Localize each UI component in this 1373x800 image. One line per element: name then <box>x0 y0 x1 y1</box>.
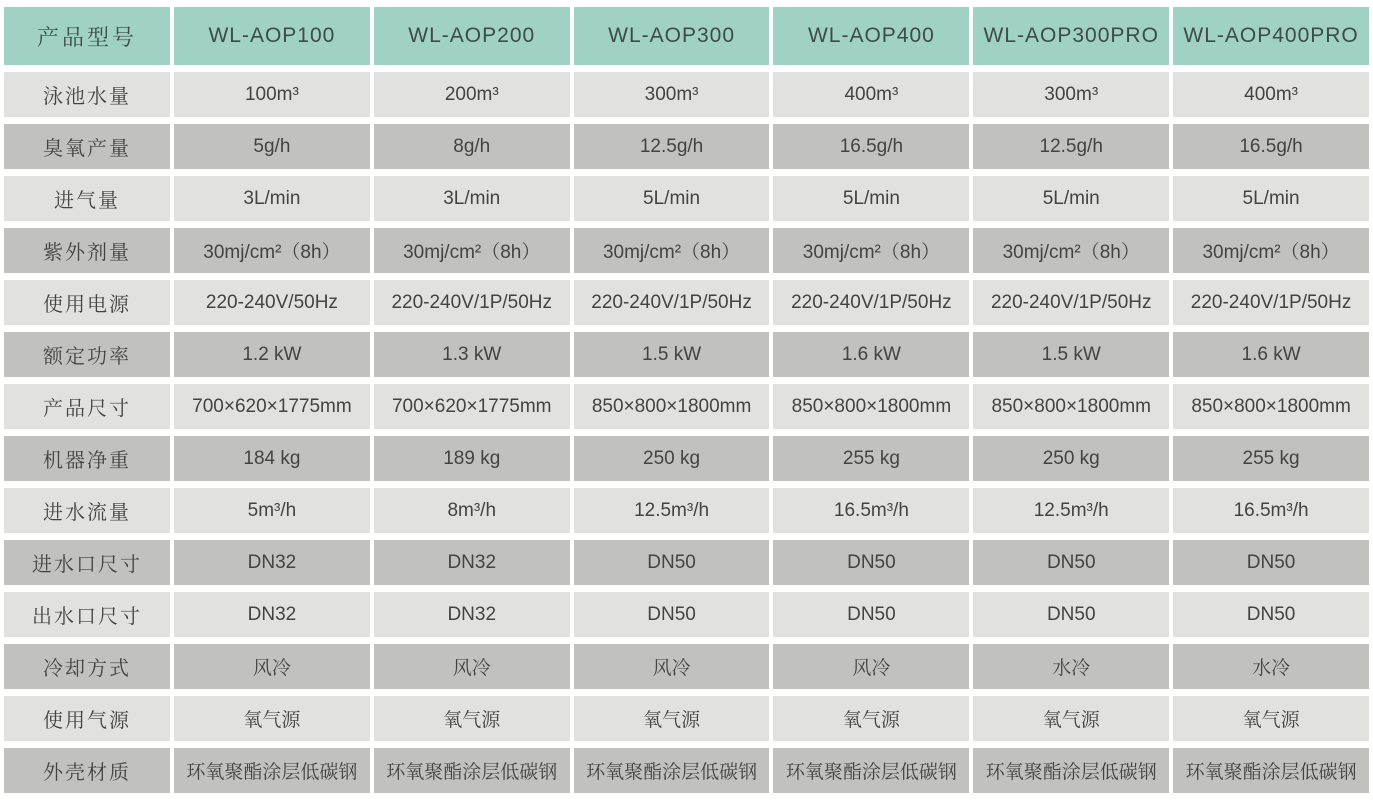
table-row <box>4 488 1369 533</box>
table-cell: 850×800×1800mm <box>574 384 770 429</box>
row-label: 进水流量 <box>4 488 170 533</box>
table-cell: 250 kg <box>574 436 770 481</box>
table-cell: 16.5m³/h <box>1173 488 1369 533</box>
table-row <box>4 176 1369 221</box>
column-header-model: WL-AOP400 <box>773 7 969 65</box>
column-header-model: WL-AOP400PRO <box>1173 7 1369 65</box>
table-cell: 5L/min <box>1173 176 1369 221</box>
table-row <box>4 280 1369 325</box>
table-cell: 环氧聚酯涂层低碳钢 <box>174 748 370 793</box>
table-cell: 255 kg <box>773 436 969 481</box>
table-cell: 8m³/h <box>374 488 570 533</box>
table-row <box>4 592 1369 637</box>
table-cell: 风冷 <box>374 644 570 689</box>
table-cell: 氧气源 <box>374 696 570 741</box>
table-cell: 220-240V/1P/50Hz <box>1173 280 1369 325</box>
table-cell: 12.5m³/h <box>574 488 770 533</box>
table-row <box>4 72 1369 117</box>
row-label: 进气量 <box>4 176 170 221</box>
table-cell: 30mj/cm²（8h） <box>174 228 370 273</box>
row-label: 额定功率 <box>4 332 170 377</box>
table-cell: 220-240V/50Hz <box>174 280 370 325</box>
table-cell: 1.2 kW <box>174 332 370 377</box>
table-cell: 250 kg <box>973 436 1169 481</box>
table-cell: 300m³ <box>574 72 770 117</box>
row-label: 使用气源 <box>4 696 170 741</box>
table-cell: 5m³/h <box>174 488 370 533</box>
table-row <box>4 644 1369 689</box>
table-cell: DN50 <box>1173 592 1369 637</box>
row-label: 紫外剂量 <box>4 228 170 273</box>
table-cell: DN50 <box>973 592 1169 637</box>
table-cell: 850×800×1800mm <box>773 384 969 429</box>
table-cell: 氧气源 <box>574 696 770 741</box>
table-cell: 12.5m³/h <box>973 488 1169 533</box>
table-cell: 风冷 <box>773 644 969 689</box>
table-cell: 30mj/cm²（8h） <box>1173 228 1369 273</box>
table-cell: DN50 <box>574 592 770 637</box>
table-cell: 200m³ <box>374 72 570 117</box>
table-cell: 1.6 kW <box>773 332 969 377</box>
spec-table-header <box>4 7 1369 65</box>
table-cell: DN32 <box>374 540 570 585</box>
column-header-model: WL-AOP100 <box>174 7 370 65</box>
table-cell: 水冷 <box>973 644 1169 689</box>
table-cell: 环氧聚酯涂层低碳钢 <box>973 748 1169 793</box>
table-cell: 1.5 kW <box>574 332 770 377</box>
table-cell: 5g/h <box>174 124 370 169</box>
table-cell: 255 kg <box>1173 436 1369 481</box>
table-cell: 氧气源 <box>174 696 370 741</box>
table-cell: 1.5 kW <box>973 332 1169 377</box>
table-cell: 1.3 kW <box>374 332 570 377</box>
row-label: 外壳材质 <box>4 748 170 793</box>
row-label: 泳池水量 <box>4 72 170 117</box>
table-cell: 850×800×1800mm <box>973 384 1169 429</box>
row-label: 臭氧产量 <box>4 124 170 169</box>
table-cell: 环氧聚酯涂层低碳钢 <box>374 748 570 793</box>
table-cell: 5L/min <box>574 176 770 221</box>
table-cell: 5L/min <box>773 176 969 221</box>
table-row <box>4 332 1369 377</box>
table-cell: 16.5m³/h <box>773 488 969 533</box>
table-cell: 100m³ <box>174 72 370 117</box>
table-cell: 5L/min <box>973 176 1169 221</box>
table-cell: 220-240V/1P/50Hz <box>374 280 570 325</box>
table-cell: 12.5g/h <box>973 124 1169 169</box>
table-cell: 环氧聚酯涂层低碳钢 <box>1173 748 1369 793</box>
table-row <box>4 228 1369 273</box>
table-cell: 8g/h <box>374 124 570 169</box>
table-cell: 16.5g/h <box>1173 124 1369 169</box>
table-cell: DN50 <box>973 540 1169 585</box>
row-label: 机器净重 <box>4 436 170 481</box>
table-cell: 3L/min <box>174 176 370 221</box>
table-cell: 16.5g/h <box>773 124 969 169</box>
table-row <box>4 436 1369 481</box>
table-cell: 220-240V/1P/50Hz <box>773 280 969 325</box>
row-label: 使用电源 <box>4 280 170 325</box>
table-cell: 220-240V/1P/50Hz <box>973 280 1169 325</box>
column-header-model: WL-AOP300 <box>574 7 770 65</box>
table-cell: 400m³ <box>773 72 969 117</box>
table-cell: 400m³ <box>1173 72 1369 117</box>
table-cell: 氧气源 <box>1173 696 1369 741</box>
row-label: 进水口尺寸 <box>4 540 170 585</box>
table-cell: 700×620×1775mm <box>374 384 570 429</box>
table-cell: 30mj/cm²（8h） <box>574 228 770 273</box>
table-cell: 300m³ <box>973 72 1169 117</box>
column-header-model: WL-AOP300PRO <box>973 7 1169 65</box>
table-corner-label: 产品型号 <box>4 7 170 65</box>
table-cell: 风冷 <box>174 644 370 689</box>
table-cell: 30mj/cm²（8h） <box>973 228 1169 273</box>
table-cell: 氧气源 <box>773 696 969 741</box>
table-cell: 3L/min <box>374 176 570 221</box>
table-cell: 水冷 <box>1173 644 1369 689</box>
table-cell: 220-240V/1P/50Hz <box>574 280 770 325</box>
table-cell: DN50 <box>1173 540 1369 585</box>
table-cell: DN32 <box>374 592 570 637</box>
table-cell: 700×620×1775mm <box>174 384 370 429</box>
table-cell: 184 kg <box>174 436 370 481</box>
table-cell: 30mj/cm²（8h） <box>773 228 969 273</box>
table-row <box>4 384 1369 429</box>
row-label: 产品尺寸 <box>4 384 170 429</box>
table-cell: DN50 <box>574 540 770 585</box>
column-header-model: WL-AOP200 <box>374 7 570 65</box>
header-row <box>4 7 1369 65</box>
table-cell: 850×800×1800mm <box>1173 384 1369 429</box>
table-cell: 环氧聚酯涂层低碳钢 <box>773 748 969 793</box>
table-cell: 30mj/cm²（8h） <box>374 228 570 273</box>
table-cell: DN32 <box>174 540 370 585</box>
table-cell: DN50 <box>773 540 969 585</box>
table-cell: 189 kg <box>374 436 570 481</box>
table-cell: 1.6 kW <box>1173 332 1369 377</box>
row-label: 出水口尺寸 <box>4 592 170 637</box>
table-cell: DN50 <box>773 592 969 637</box>
spec-table-body <box>4 72 1369 793</box>
table-cell: 环氧聚酯涂层低碳钢 <box>574 748 770 793</box>
table-cell: 12.5g/h <box>574 124 770 169</box>
row-label: 冷却方式 <box>4 644 170 689</box>
table-row <box>4 540 1369 585</box>
table-row <box>4 696 1369 741</box>
table-cell: 风冷 <box>574 644 770 689</box>
table-cell: DN32 <box>174 592 370 637</box>
table-row <box>4 748 1369 793</box>
table-cell: 氧气源 <box>973 696 1169 741</box>
table-row <box>4 124 1369 169</box>
